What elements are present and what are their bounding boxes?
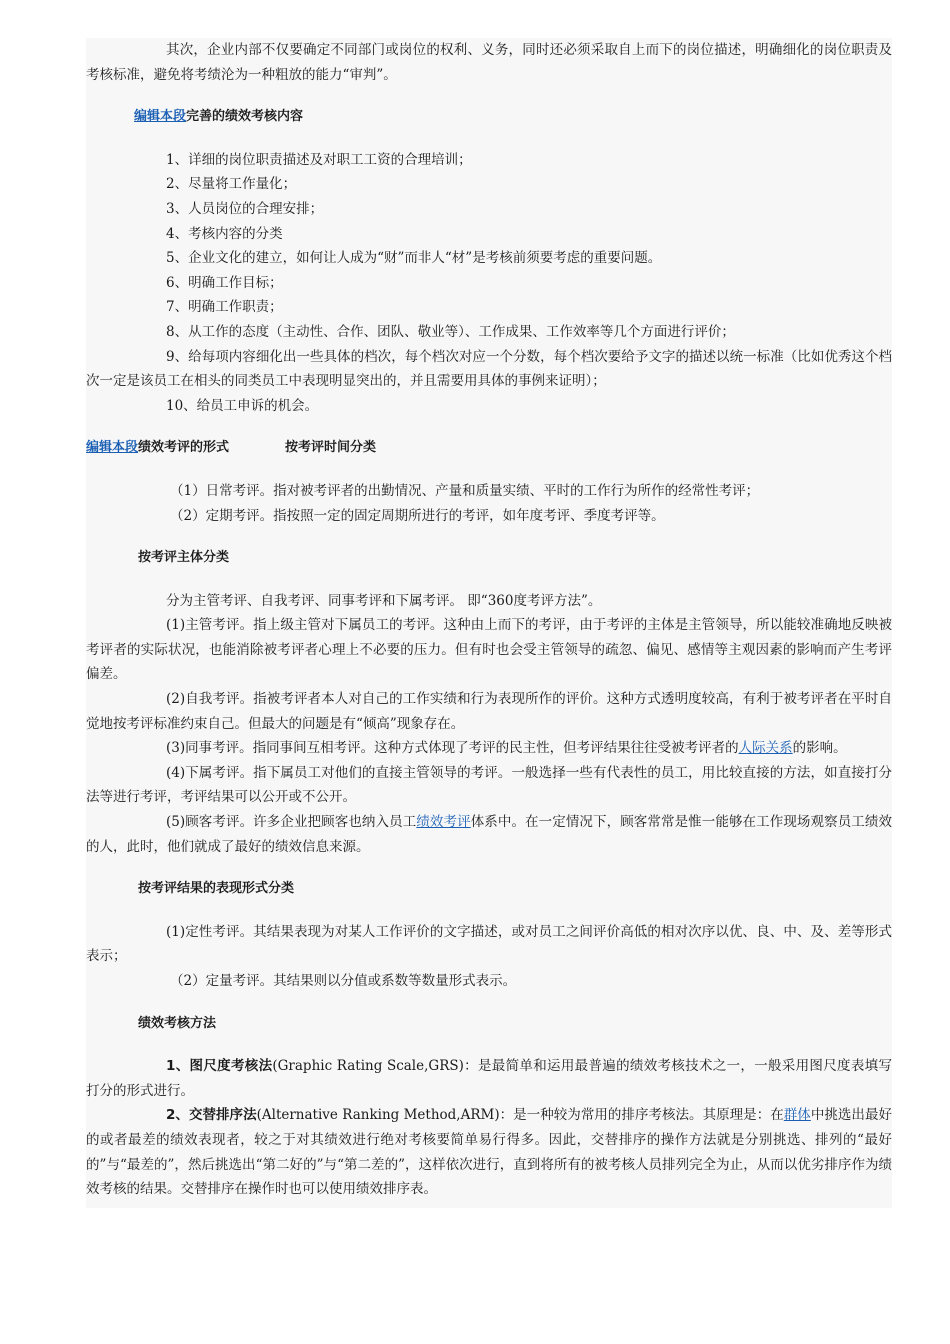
- section-heading-methods: 绩效考核方法: [138, 1015, 217, 1031]
- intro-paragraph: 其次，企业内部不仅要确定不同部门或岗位的权利、义务，同时还必须采取自上而下的岗位描述，明确细化的岗位职责及考核标准，避免将考绩沦为一种粗放的能力“审判”。: [86, 42, 892, 83]
- list-item: 2、尽量将工作量化；: [166, 176, 297, 193]
- paragraph-supervisor: (1)主管考评。指上级主管对下属员工的考评。这种由上而下的考评，由于考评的主体是主管领导，所以能较准确地反映被考评者的实际状况，也能消除被考评者心理上不必要的压力。但有时也会受主管领导的疏忽、偏见、感情等主观因素的影响而产生考评偏差。: [86, 617, 892, 683]
- subject-intro: 分为主管考评、自我考评、同事考评和下属考评。 即“360度考评方法”。: [166, 592, 602, 609]
- section-title: 绩效考评的形式: [138, 440, 230, 456]
- paragraph-subordinate: (4)下属考评。指下属员工对他们的直接主管领导的考评。一般选择一些有代表性的员工，用比较直接的方法，如直接打分法等进行考评，考评结果可以公开或不公开。: [86, 764, 892, 806]
- edit-section-link[interactable]: 编辑本段: [86, 440, 139, 456]
- document-page: [86, 38, 892, 1208]
- paragraph-peer: (3)同事考评。指同事间互相考评。这种方式体现了考评的民主性，但考评结果往往受被考评者的人际关系的影响。: [166, 740, 847, 757]
- method-title: 2、交替排序法: [166, 1107, 257, 1124]
- list-item: 8、从工作的态度（主动性、合作、团队、敬业等）、工作成果、工作效率等几个方面进行评价；: [166, 323, 735, 340]
- paragraph-customer: (5)顾客考评。许多企业把顾客也纳入员工绩效考评体系中。在一定情况下，顾客常常是惟一能够在工作现场观察员工绩效的人，此时，他们就成了最好的绩效信息来源。: [86, 814, 892, 855]
- list-item: （1）日常考评。指对被考评者的出勤情况、产量和质量实绩、平时的工作行为所作的经常性考评；: [170, 482, 760, 499]
- performance-appraisal-link[interactable]: 绩效考评: [416, 814, 471, 831]
- section-subtitle: 按考评时间分类: [285, 440, 377, 456]
- list-item: 1、详细的岗位职责描述及对职工工资的合理培训；: [166, 151, 472, 168]
- edit-section-link[interactable]: 编辑本段: [134, 109, 187, 125]
- list-item: 9、给每项内容细化出一些具体的档次，每个档次对应一个分数，每个档次要给予文字的描述以统一标准（比如优秀这个档次一定是该员工在相头的同类员工中表现明显突出的，并且需要用具体的事例来证明）；: [86, 348, 892, 390]
- section-heading-forms: [86, 436, 892, 461]
- list-item: 6、明确工作目标；: [166, 274, 283, 291]
- list-item: 3、人员岗位的合理安排；: [166, 200, 324, 217]
- content-list: [86, 148, 892, 419]
- section-heading-content: [86, 105, 892, 130]
- section-heading-result: 按考评结果的表现形式分类: [138, 881, 295, 897]
- section-title: 完善的绩效考核内容: [186, 109, 304, 125]
- group-link[interactable]: 群体: [783, 1107, 811, 1124]
- interpersonal-relations-link[interactable]: 人际关系: [738, 740, 793, 757]
- paragraph-quantitative: （2）定量考评。其结果则以分值或系数等数量形式表示。: [170, 973, 517, 989]
- list-item: 10、给员工申诉的机会。: [166, 397, 319, 414]
- paragraph-method-grs: 1、图尺度考核法(Graphic Rating Scale,GRS)：是最简单和运用最普遍的绩效考核技术之一，一般采用图尺度表填写打分的形式进行。: [86, 1058, 892, 1099]
- paragraph-method-arm: 2、交替排序法(Alternative Ranking Method,ARM)：是一种较为常用的排序考核法。其原理是：在群体中挑选出最好的或者最差的绩效表现者，较之于对其绩效进行绝对考核要简单易行得多。因此，交替排序的操作方法就是分别挑选、排列的“最好的”与“最差的”，然后挑选出“第二好的”与“第二差的”，这样依次进行，直到将所有的被考核人员排列完全为止，从而以优劣排序作为绩效考核的结果。交替排序在操作时也可以使用绩效排序表。: [86, 1107, 892, 1198]
- list-item: （2）定期考评。指按照一定的固定周期所进行的考评，如年度考评、季度考评等。: [170, 507, 665, 524]
- paragraph-self: (2)自我考评。指被考评者本人对自己的工作实绩和行为表现所作的评价。这种方式透明度较高，有利于被考评者在平时自觉地按考评标准约束自己。但最大的问题是有“倾高”现象存在。: [86, 691, 892, 732]
- list-item: 4、考核内容的分类: [166, 225, 283, 242]
- section-heading-subject: 按考评主体分类: [138, 550, 230, 566]
- method-title: 1、图尺度考核法: [166, 1058, 273, 1075]
- list-item: 7、明确工作职责；: [166, 299, 283, 316]
- paragraph-qualitative: (1)定性考评。其结果表现为对某人工作评价的文字描述，或对员工之间评价高低的相对次序以优、良、中、及、差等形式表示；: [86, 923, 892, 965]
- list-item: 5、企业文化的建立，如何让人成为“财”而非人“材”是考核前须要考虑的重要问题。: [166, 250, 662, 267]
- time-category-list: [86, 479, 892, 528]
